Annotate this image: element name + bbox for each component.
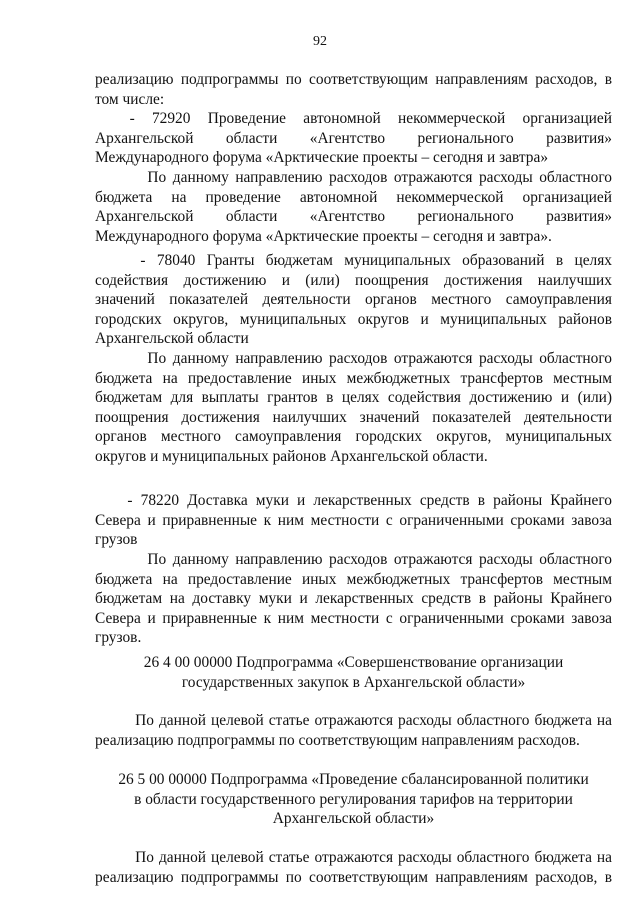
- text-line: реализацию подпрограммы по соответствующим направлениям расходов, в: [95, 868, 612, 886]
- item-78040: [95, 251, 612, 349]
- item-72920: [95, 109, 612, 168]
- item-78220: [95, 491, 612, 550]
- heading-line: в области государственного регулирования тарифов на территории: [134, 790, 573, 808]
- item-72920-description: [95, 168, 612, 246]
- text-line: грузов: [95, 531, 138, 549]
- heading-line: 26 4 00 00000 Подпрограмма «Совершенствование организации: [143, 654, 564, 671]
- text-line: реализацию подпрограммы по соответствующим направлениям расходов, в: [95, 71, 612, 88]
- text-line: Международного форума «Арктические проекты – сегодня и завтра».: [95, 227, 552, 245]
- heading-line: 26 5 00 00000 Подпрограмма «Проведение сбалансированной политики: [118, 771, 589, 788]
- page-number: 92: [313, 34, 327, 49]
- text-line: органов местного самоуправления городских округов, муниципальных: [95, 428, 612, 446]
- text-line: По данному направлению расходов отражаются расходы областного: [95, 551, 612, 568]
- text-line: поощрения достижения наилучших значений показателей деятельности: [95, 408, 612, 426]
- section-26-5-paragraph: [95, 848, 612, 887]
- text-line: бюджета на проведение автономной некоммерческой организацией: [95, 188, 612, 206]
- text-line: городских округов, муниципальных округов и муниципальных районов: [95, 310, 612, 328]
- text-line: Севера и приравненные к ним местности с ограниченными сроками завоза: [95, 511, 612, 529]
- text-line: грузов.: [95, 629, 142, 647]
- text-line: том числе:: [95, 90, 165, 108]
- heading-line: государственных закупок в Архангельской области»: [181, 673, 526, 691]
- text-line: бюджетам на доставку муки и лекарственных средств в районы Крайнего: [95, 590, 612, 608]
- text-line: - 78040 Гранты бюджетам муниципальных образований в целях: [95, 252, 612, 269]
- heading-line: Архангельской области»: [272, 810, 435, 828]
- text-line: По данной целевой статье отражаются расходы областного бюджета на: [95, 849, 612, 866]
- item-78040-description: [95, 349, 612, 467]
- section-heading-26-5: [95, 770, 612, 829]
- text-line: Севера и приравненные к ним местности с ограниченными сроками завоза: [95, 609, 612, 627]
- text-line: По данному направлению расходов отражаются расходы областного: [95, 350, 612, 367]
- text-line: Архангельской области «Агентство регионального развития»: [95, 208, 612, 226]
- section-heading-26-4: [95, 653, 612, 692]
- text-line: бюджетам для выплаты грантов в целях содействия достижению и (или): [95, 389, 612, 407]
- text-line: - 78220 Доставка муки и лекарственных средств в районы Крайнего: [95, 492, 612, 509]
- text-line: По данной целевой статье отражаются расходы областного бюджета на: [95, 712, 612, 729]
- text-line: значений показателей деятельности органов местного самоуправления: [95, 291, 612, 309]
- intro-paragraph: [95, 70, 612, 109]
- text-line: Международного форума «Арктические проекты – сегодня и завтра»: [95, 149, 549, 167]
- text-line: реализацию подпрограммы по соответствующим направлениям расходов.: [95, 731, 580, 749]
- text-line: бюджета на предоставление иных межбюджетных трансфертов местным: [95, 570, 612, 588]
- text-line: По данному направлению расходов отражаются расходы областного: [95, 169, 612, 186]
- text-line: Архангельской области «Агентство регионального развития»: [95, 129, 612, 147]
- item-78220-description: [95, 550, 612, 648]
- text-line: - 72920 Проведение автономной некоммерческой организацией: [95, 110, 612, 127]
- text-line: содействия достижению и (или) поощрения достижения наилучших: [95, 271, 612, 289]
- text-line: Архангельской области: [95, 330, 249, 348]
- text-line: округов и муниципальных районов Архангельской области.: [95, 447, 488, 465]
- section-26-4-paragraph: [95, 711, 612, 750]
- text-line: бюджета на предоставление иных межбюджетных трансфертов местным: [95, 369, 612, 387]
